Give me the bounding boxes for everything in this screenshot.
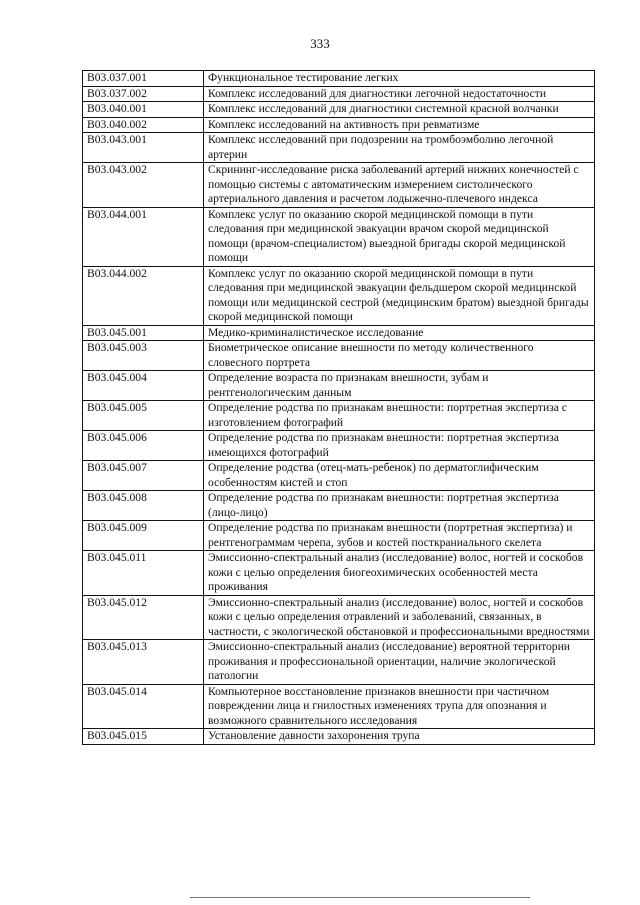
service-description: Комплекс исследований на активность при ревматизме [204, 117, 595, 133]
service-description: Определение родства по признакам внешности: портретная экспертиза (лицо-лицо) [204, 491, 595, 521]
service-code: B03.043.002 [83, 163, 204, 208]
service-code: B03.045.012 [83, 595, 204, 640]
service-description: Комплекс исследований при подозрении на тромбоэмболию легочной артерии [204, 133, 595, 163]
service-description: Комплекс исследований для диагностики легочной недостаточности [204, 86, 595, 102]
service-code: B03.045.007 [83, 461, 204, 491]
service-description: Комплекс услуг по оказанию скорой медицинской помощи в пути следования при медицинской эвакуации фельдшером скорой медицинской помощи или медицинской сестрой (медицинским братом) выездной бригады скорой медицинской помощи [204, 266, 595, 325]
service-code: B03.045.005 [83, 401, 204, 431]
table-row [83, 71, 595, 87]
service-description: Медико-криминалистическое исследование [204, 325, 595, 341]
table-row [83, 491, 595, 521]
service-description: Установление давности захоронения трупа [204, 729, 595, 745]
table-row [83, 207, 595, 266]
service-description: Определение родства (отец-мать-ребенок) по дерматоглифическим особенностям кистей и стоп [204, 461, 595, 491]
service-description: Определение родства по признакам внешности: портретная экспертиза с изготовлением фотографий [204, 401, 595, 431]
service-code: B03.037.002 [83, 86, 204, 102]
table-row [83, 371, 595, 401]
service-description: Определение родства по признакам внешности (портретная экспертиза) и рентгенограммам черепа, зубов и костей посткраниального скелета [204, 521, 595, 551]
service-code: B03.045.003 [83, 341, 204, 371]
table-row [83, 117, 595, 133]
table-row [83, 325, 595, 341]
page-number: 333 [310, 36, 330, 51]
table-row [83, 461, 595, 491]
service-code: B03.040.002 [83, 117, 204, 133]
service-code: B03.045.011 [83, 551, 204, 596]
service-code: B03.037.001 [83, 71, 204, 87]
table-row [83, 401, 595, 431]
service-description: Компьютерное восстановление признаков внешности при частичном повреждении лица и гнилостных изменениях трупа для опознания и возможного сравнительного исследования [204, 684, 595, 729]
table-row [83, 163, 595, 208]
service-codes-table [82, 70, 595, 745]
table-row [83, 595, 595, 640]
service-code: B03.045.009 [83, 521, 204, 551]
table-row [83, 640, 595, 685]
table-row [83, 266, 595, 325]
table-row [83, 86, 595, 102]
table-row [83, 102, 595, 118]
service-code: B03.040.001 [83, 102, 204, 118]
service-code: B03.045.004 [83, 371, 204, 401]
table-row [83, 521, 595, 551]
service-code: B03.045.006 [83, 431, 204, 461]
service-code: B03.044.002 [83, 266, 204, 325]
service-description: Скрининг-исследование риска заболеваний артерий нижних конечностей с помощью системы с автоматическим измерением систолического артериального давления и расчетом лодыжечно-плечевого индекса [204, 163, 595, 208]
service-description: Функциональное тестирование легких [204, 71, 595, 87]
service-code: B03.045.013 [83, 640, 204, 685]
table-row [83, 431, 595, 461]
table-row [83, 551, 595, 596]
service-code: B03.045.015 [83, 729, 204, 745]
service-description: Комплекс исследований для диагностики системной красной волчанки [204, 102, 595, 118]
service-code: B03.043.001 [83, 133, 204, 163]
service-description: Биометрическое описание внешности по методу количественного словесного портрета [204, 341, 595, 371]
service-description: Эмиссионно-спектральный анализ (исследование) вероятной территории проживания и профессиональной ориентации, наличие экологической патологии [204, 640, 595, 685]
service-code: B03.044.001 [83, 207, 204, 266]
table-row [83, 341, 595, 371]
service-code: B03.045.008 [83, 491, 204, 521]
service-description: Определение родства по признакам внешности: портретная экспертиза имеющихся фотографий [204, 431, 595, 461]
service-code: B03.045.001 [83, 325, 204, 341]
bottom-rule [190, 897, 530, 898]
table-row [83, 729, 595, 745]
service-description: Эмиссионно-спектральный анализ (исследование) волос, ногтей и соскобов кожи с целью определения отравлений и заболеваний, связанных, в частности, с экологической обстановкой и профессиональными вредностями [204, 595, 595, 640]
service-description: Комплекс услуг по оказанию скорой медицинской помощи в пути следования при медицинской эвакуации врачом скорой медицинской помощи (врачом-специалистом) выездной бригады скорой медицинской помощи [204, 207, 595, 266]
table-row [83, 133, 595, 163]
service-code: B03.045.014 [83, 684, 204, 729]
table-row [83, 684, 595, 729]
service-description: Определение возраста по признакам внешности, зубам и рентгенологическим данным [204, 371, 595, 401]
service-description: Эмиссионно-спектральный анализ (исследование) волос, ногтей и соскобов кожи с целью определения биогеохимических особенностей места проживания [204, 551, 595, 596]
